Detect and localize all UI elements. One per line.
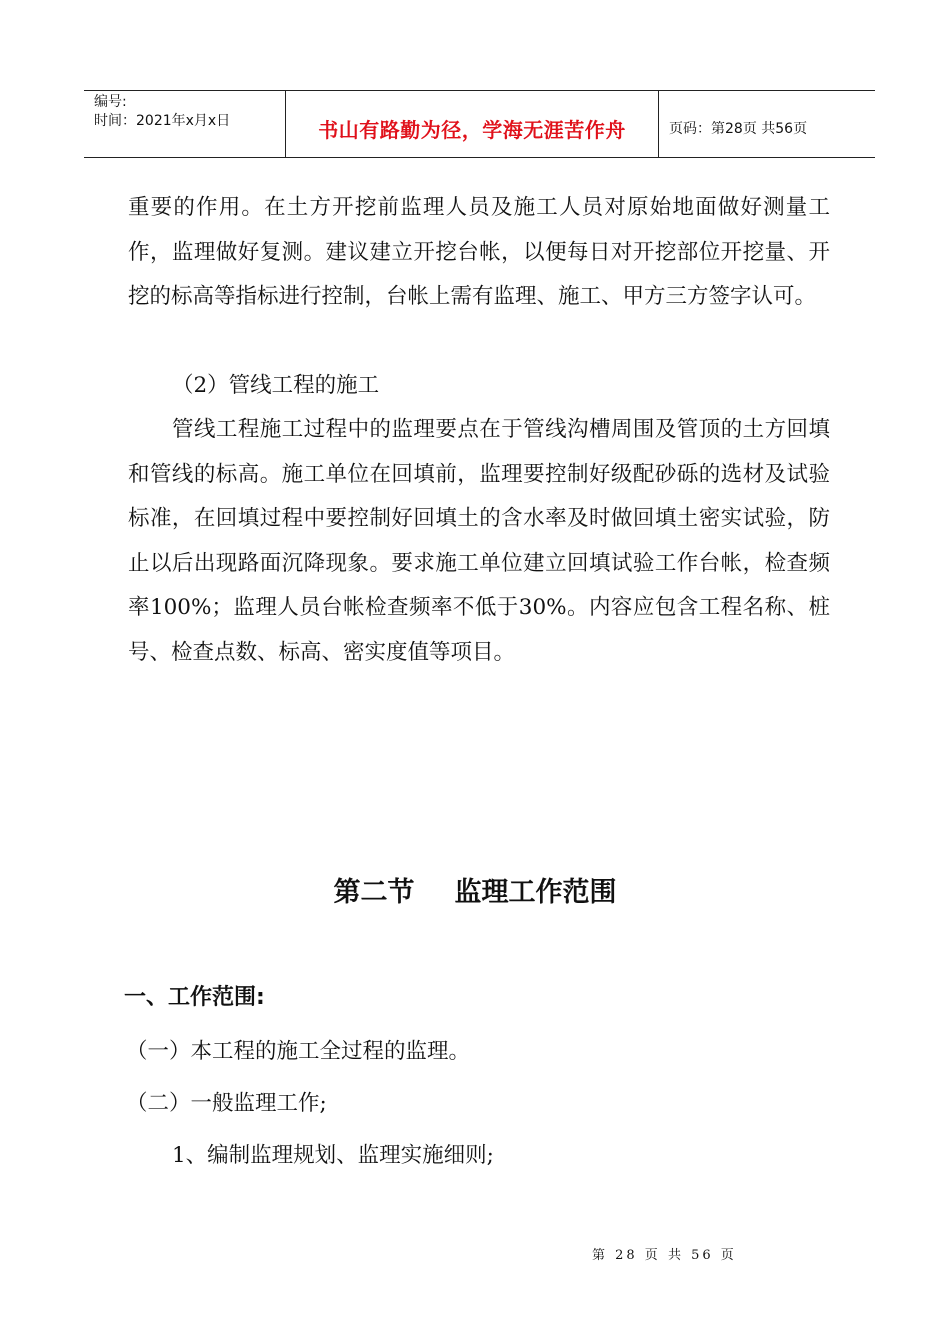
- section-title-number: 第二节: [333, 877, 415, 908]
- list-item-general-work: （二）一般监理工作;: [126, 1091, 327, 1116]
- list-item-full-process: （一）本工程的施工全过程的监理。: [126, 1039, 471, 1064]
- header-motto: 书山有路勤为径，学海无涯苦作舟: [318, 117, 626, 142]
- paragraph-earthwork: 重要的作用。在土方开挖前监理人员及施工人员对原始地面做好测量工作，监理做好复测。建议建立开挖台帐，以便每日对开挖部位开挖量、开挖的标高等指标进行控制，台帐上需有监理、施工、甲方三方签字认可。: [128, 195, 830, 309]
- header-page-cell: [659, 91, 875, 157]
- header-motto-cell: [286, 91, 659, 157]
- header-number-label: 编号:: [94, 94, 127, 110]
- list-item-planning: 1、编制监理规划、监理实施细则;: [172, 1143, 494, 1168]
- paragraph-pipeline: 管线工程施工过程中的监理要点在于管线沟槽周围及管顶的土方回填和管线的标高。施工单位在回填前，监理要控制好级配砂砾的选材及试验标准，在回填过程中要控制好回填土的含水率及时做回填土密实试验，防止以后出现路面沉降现象。要求施工单位建立回填试验工作台帐，检查频率100%；监理人员台帐检查频率不低于30%。内容应包含工程名称、桩号、检查点数、标高、密实度值等项目。: [128, 417, 830, 665]
- subheading-pipeline: （2）管线工程的施工: [172, 373, 380, 398]
- section-title: [0, 870, 950, 909]
- header-meta-cell: [84, 91, 286, 157]
- section-title-text: 监理工作范围: [454, 877, 617, 908]
- page-header: [84, 90, 875, 158]
- header-page-label: 页码：第28页 共56页: [669, 121, 808, 137]
- page-footer: 第 28 页 共 56 页: [592, 1248, 737, 1263]
- heading-work-scope: 一、工作范围:: [124, 985, 265, 1010]
- header-date-label: 时间：2021年x月x日: [94, 113, 231, 129]
